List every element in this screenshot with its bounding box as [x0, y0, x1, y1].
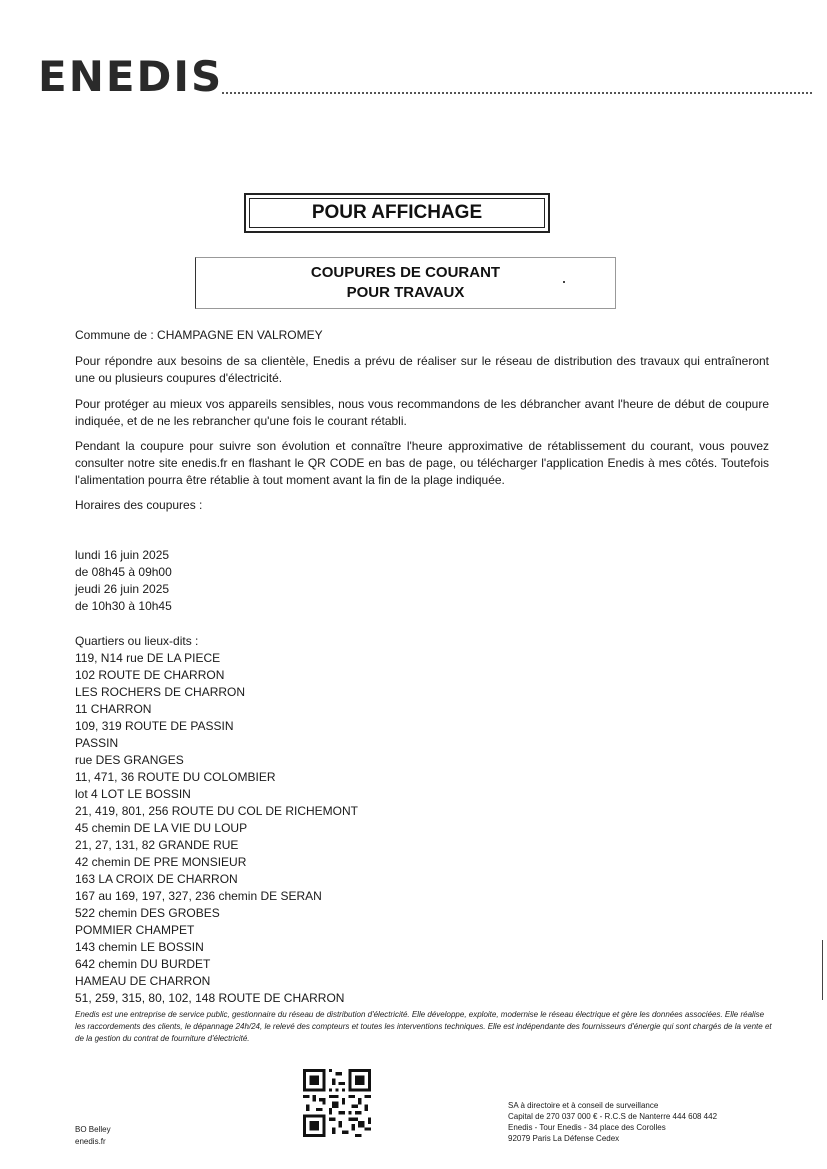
place-item: 167 au 169, 197, 327, 236 chemin DE SERAN [75, 889, 322, 903]
place-item: POMMIER CHAMPET [75, 923, 195, 937]
schedule-line: jeudi 26 juin 2025 [75, 582, 170, 596]
commune-line [75, 327, 769, 344]
place-item: LES ROCHERS DE CHARRON [75, 685, 246, 699]
place-item: 102 ROUTE DE CHARRON [75, 668, 225, 682]
paragraph-2 [75, 396, 769, 430]
coupures-title-box [195, 257, 616, 309]
commune-text: Commune de : CHAMPAGNE EN VALROMEY [75, 328, 323, 342]
schedule-line: de 10h30 à 10h45 [75, 599, 172, 613]
place-item: 642 chemin DU BURDET [75, 957, 211, 971]
places-heading: Quartiers ou lieux-dits : [75, 634, 199, 648]
place-item: 45 chemin DE LA VIE DU LOUP [75, 821, 248, 835]
footer-company-line: Enedis - Tour Enedis - 34 place des Corolles [508, 1123, 666, 1132]
footer-company-line: 92079 Paris La Défense Cedex [508, 1134, 620, 1143]
place-item: 522 chemin DES GROBES [75, 906, 220, 920]
coupures-title-line-2: POUR TRAVAUX [346, 284, 465, 301]
paragraph-2-text: Pour protéger au mieux vos appareils sensibles, nous vous recommandons de les débrancher avant l'heure de début de coupure indiquée, et de ne les rebrancher qu'une fois le courant rétabli. [75, 397, 769, 428]
legal-notice: Enedis est une entreprise de service public, gestionnaire du réseau de distribution d'électricité. Elle développe, exploite, modernise le réseau électrique et gère les données associées. Elle réalise les raccordements des clients, le dépannage 24h/24, le relevé des compteurs et toutes les interventions techniques. Elle est indépendante des fournisseurs d'énergie qui sont chargés de la vente et de la gestion du contrat de fourniture d'électricité. [75, 1010, 772, 1043]
place-item: 143 chemin LE BOSSIN [75, 940, 204, 954]
place-item: 21, 419, 801, 256 ROUTE DU COL DE RICHEMONT [75, 804, 358, 818]
footer-website: enedis.fr [75, 1137, 106, 1146]
place-item: HAMEAU DE CHARRON [75, 974, 211, 988]
paragraph-3 [75, 438, 769, 489]
schedule-line: lundi 16 juin 2025 [75, 548, 170, 562]
place-item: 11, 471, 36 ROUTE DU COLOMBIER [75, 770, 276, 784]
footer-company-line: Capital de 270 037 000 € - R.C.S de Nanterre 444 608 442 [508, 1112, 718, 1121]
schedule-list [75, 547, 172, 615]
footer-office: BO Belley [75, 1125, 111, 1134]
pour-affichage-banner [244, 193, 550, 233]
footer-left [75, 1124, 111, 1148]
footer-right [508, 1100, 717, 1144]
place-item: lot 4 LOT LE BOSSIN [75, 787, 191, 801]
place-item: PASSIN [75, 736, 119, 750]
footer-company-line: SA à directoire et à conseil de surveillance [508, 1101, 659, 1110]
schedule-heading: Horaires des coupures : [75, 498, 203, 512]
place-item: 21, 27, 131, 82 GRANDE RUE [75, 838, 239, 852]
paragraph-1 [75, 353, 769, 387]
scan-edge-mark [822, 940, 823, 1000]
scan-speck [563, 281, 565, 283]
places-list [75, 633, 358, 1007]
schedule-line: de 08h45 à 09h00 [75, 565, 172, 579]
header-divider [222, 92, 812, 94]
paragraph-1-text: Pour répondre aux besoins de sa clientèle, Enedis a prévu de réaliser sur le réseau de distribution des travaux qui entraîneront une ou plusieurs coupures d'électricité. [75, 354, 769, 385]
paragraph-3-text: Pendant la coupure pour suivre son évolution et connaître l'heure approximative de rétablissement du courant, vous pouvez consulter notre site enedis.fr en flashant le QR CODE en bas de page, ou télécharger l'application Enedis à mes côtés. Toutefois l'alimentation pourra être rétablie à tout moment avant la fin de la plage indiquée. [75, 439, 769, 487]
banner-title: POUR AFFICHAGE [311, 202, 483, 223]
coupures-title-line-1: COUPURES DE COURANT [310, 264, 501, 281]
place-item: 11 CHARRON [75, 702, 152, 716]
schedule-heading-block [75, 497, 769, 514]
place-item: 109, 319 ROUTE DE PASSIN [75, 719, 234, 733]
place-item: 163 LA CROIX DE CHARRON [75, 872, 238, 886]
place-item: 42 chemin DE PRE MONSIEUR [75, 855, 247, 869]
place-item: rue DES GRANGES [75, 753, 184, 767]
qr-code-icon[interactable] [303, 1069, 371, 1137]
enedis-logo: ENEDIS [38, 52, 224, 101]
place-item: 51, 259, 315, 80, 102, 148 ROUTE DE CHARRON [75, 991, 345, 1005]
place-item: 119, N14 rue DE LA PIECE [75, 651, 221, 665]
